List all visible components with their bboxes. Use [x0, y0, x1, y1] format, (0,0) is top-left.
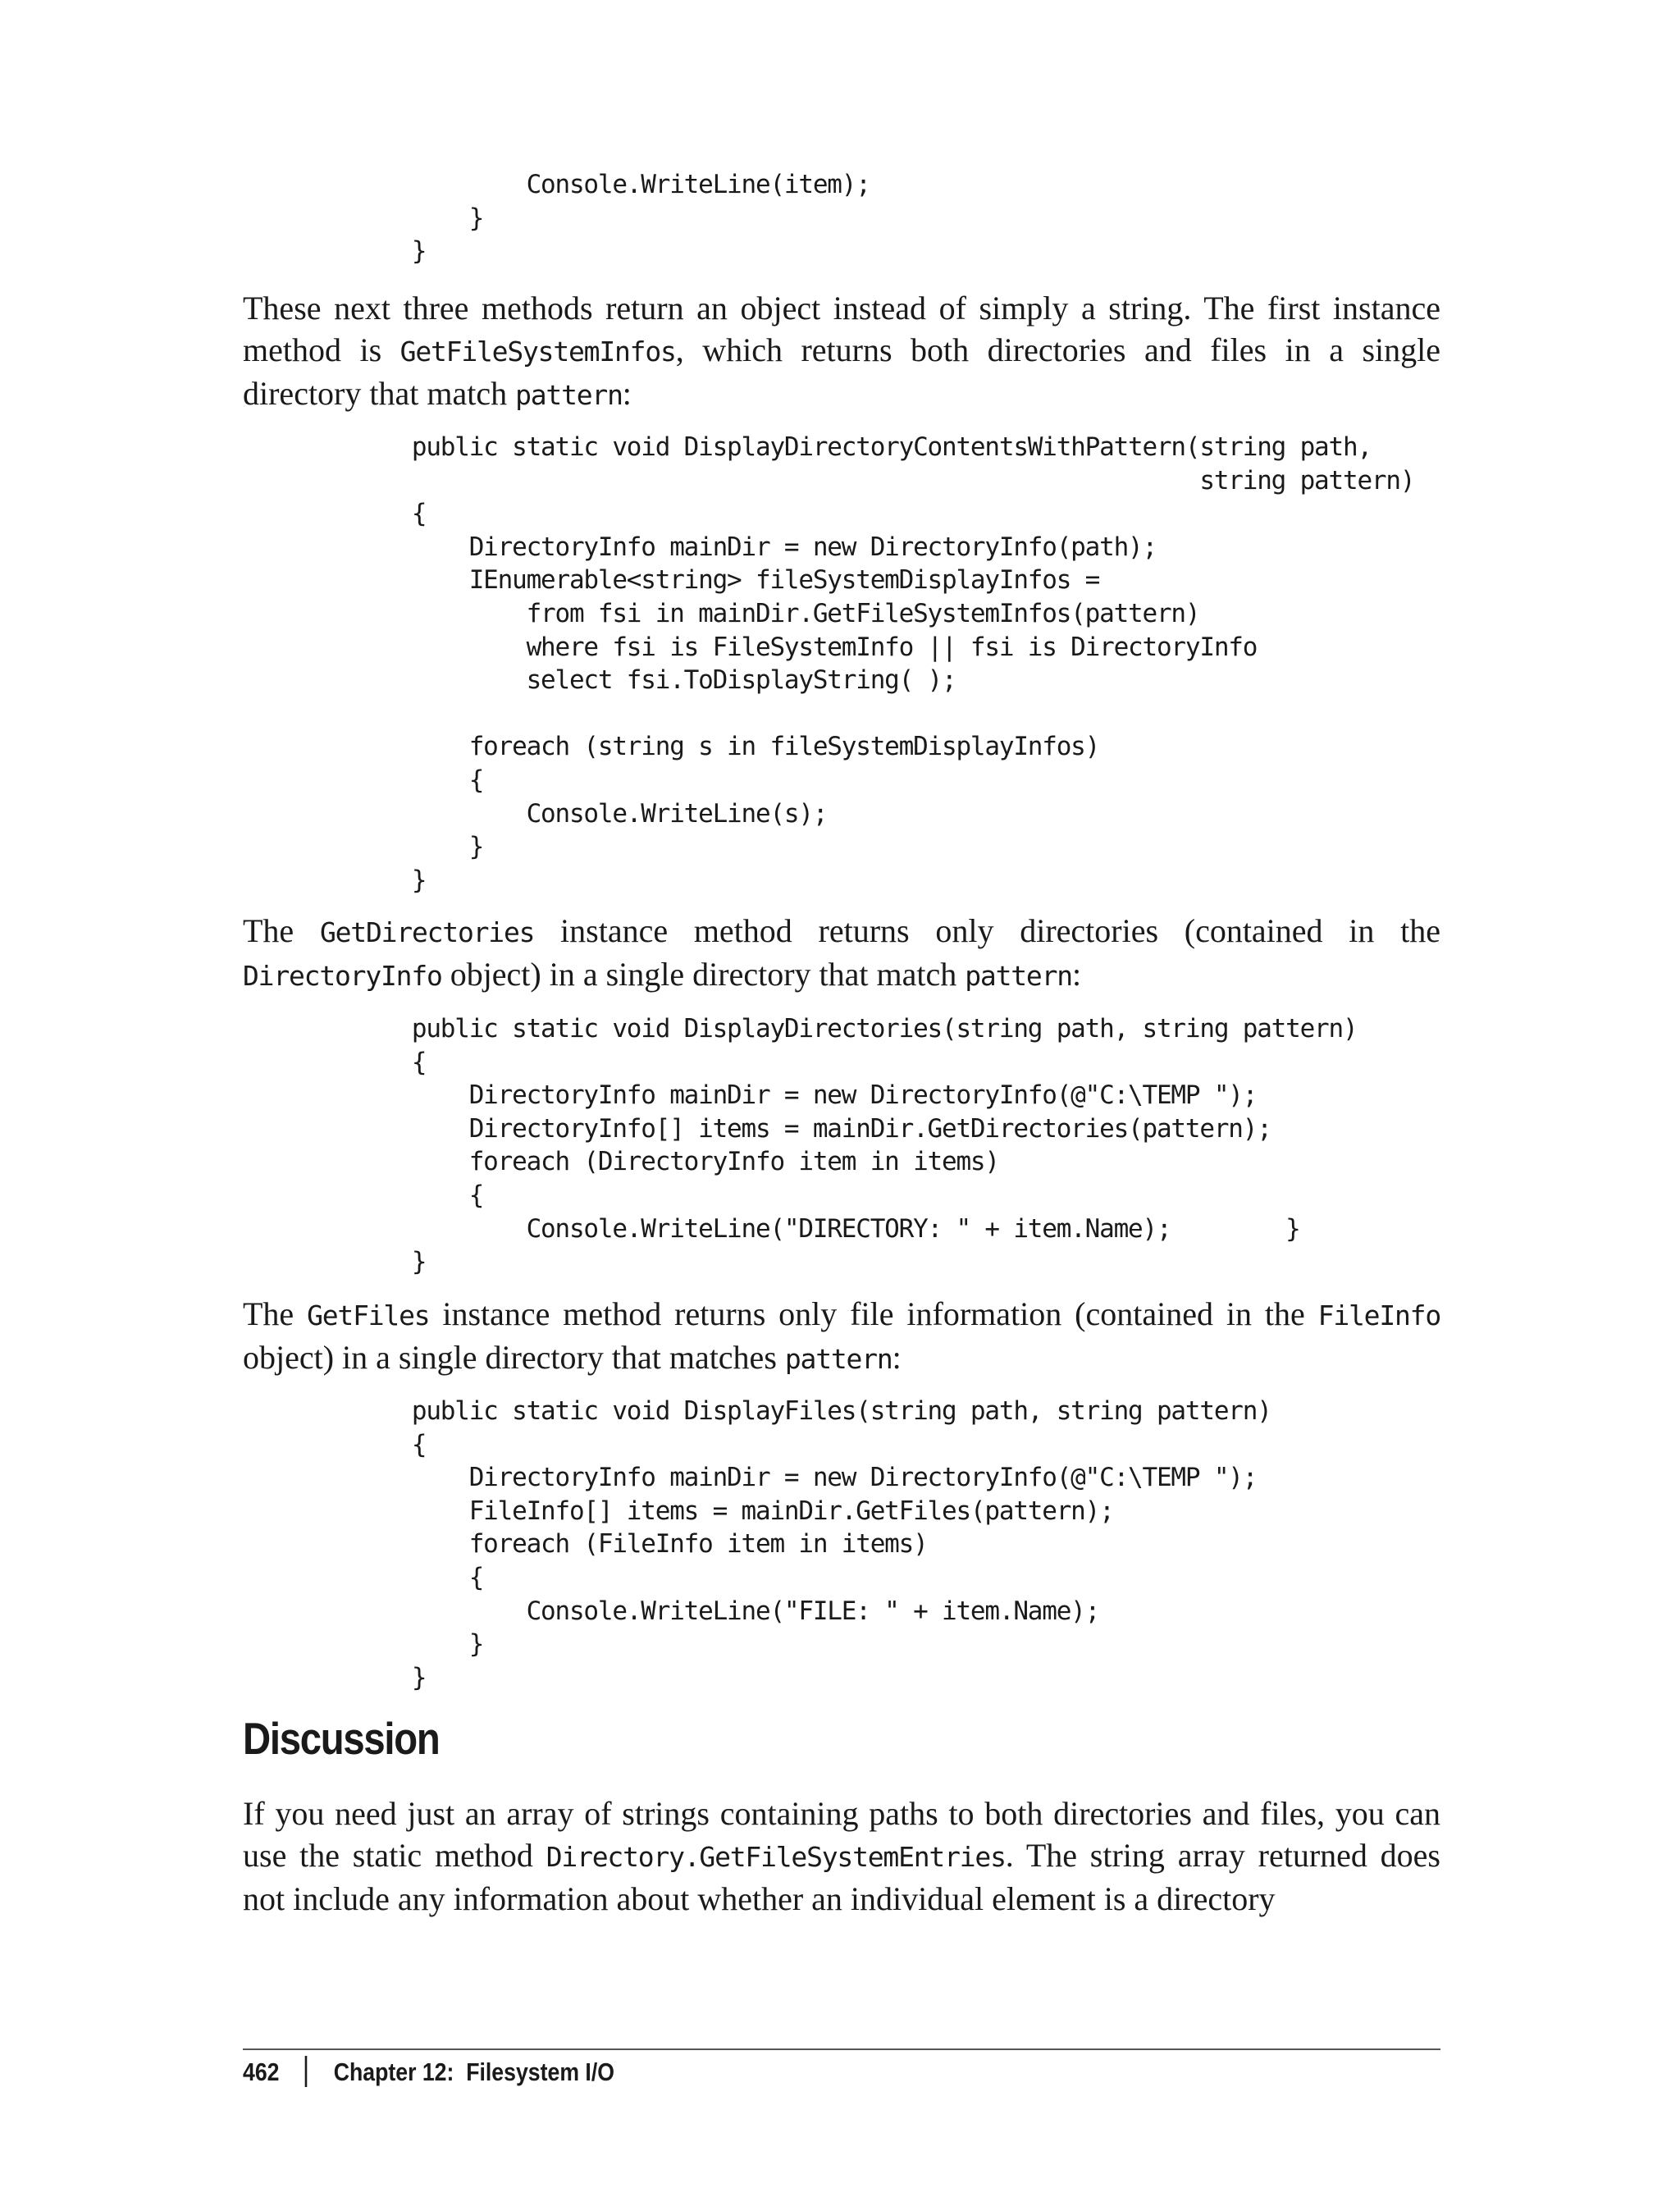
footer-chapter-title: Filesystem I/O: [466, 2058, 614, 2086]
page-footer: [243, 2056, 614, 2088]
paragraph-three-methods: These next three methods return an object instead of simply a string. The first instance method is GetFileSystemInfos, which returns both directories and files in a single directory that match pattern:: [243, 290, 1440, 412]
footer-rule: [243, 2048, 1440, 2050]
page-number: 462: [243, 2058, 280, 2086]
paragraph-get-directories: The GetDirectories instance method returns only directories (contained in the DirectoryInfo object) in a single directory that match pattern:: [243, 912, 1441, 993]
paragraph-discussion: If you need just an array of strings containing paths to both directories and files, you can use the static method Directory.GetFileSystemEntries. The string array returned does not include any information about whether an individual element is a directory: [243, 1795, 1440, 1917]
footer-chapter-label: Chapter 12:: [333, 2058, 454, 2086]
code-block-display-files: public static void DisplayFiles(string path, string pattern) { DirectoryInfo mainDir = new DirectoryInfo(@"C:\TEMP "); FileInfo[] items = mainDir.GetFiles(pattern); foreach (FileInfo item in items) { Console.WriteLine("FILE: " + item.Name); } }: [411, 1396, 1271, 1692]
code-block-display-directories: public static void DisplayDirectories(string path, string pattern) { DirectoryInfo mainDir = new DirectoryInfo(@"C:\TEMP "); DirectoryInfo[] items = mainDir.GetDirectories(pattern); foreach (DirectoryInfo item in items) { Console.WriteLine("DIRECTORY: " + item.Name); } }: [411, 1014, 1358, 1277]
footer-separator: [304, 2056, 307, 2087]
code-block-display-directory-contents-with-pattern: public static void DisplayDirectoryContentsWithPattern(string path, string pattern) { DirectoryInfo mainDir = new DirectoryInfo(path); IEnumerable<string> fileSystemDisplayInfos = from fsi in mainDir.GetFileSystemInfos(pattern) where fsi is FileSystemInfo || fsi is DirectoryInfo select fsi.ToDisplayString( ); foreach (string s in fileSystemDisplayInfos) { Console.WriteLine(s); } }: [411, 432, 1415, 895]
code-block-console-writeline-item: Console.WriteLine(item); } }: [411, 170, 870, 267]
section-heading-discussion: Discussion: [243, 1713, 440, 1764]
paragraph-get-files: The GetFiles instance method returns only file information (contained in the FileInfo object) in a single directory that matches pattern:: [243, 1295, 1440, 1376]
